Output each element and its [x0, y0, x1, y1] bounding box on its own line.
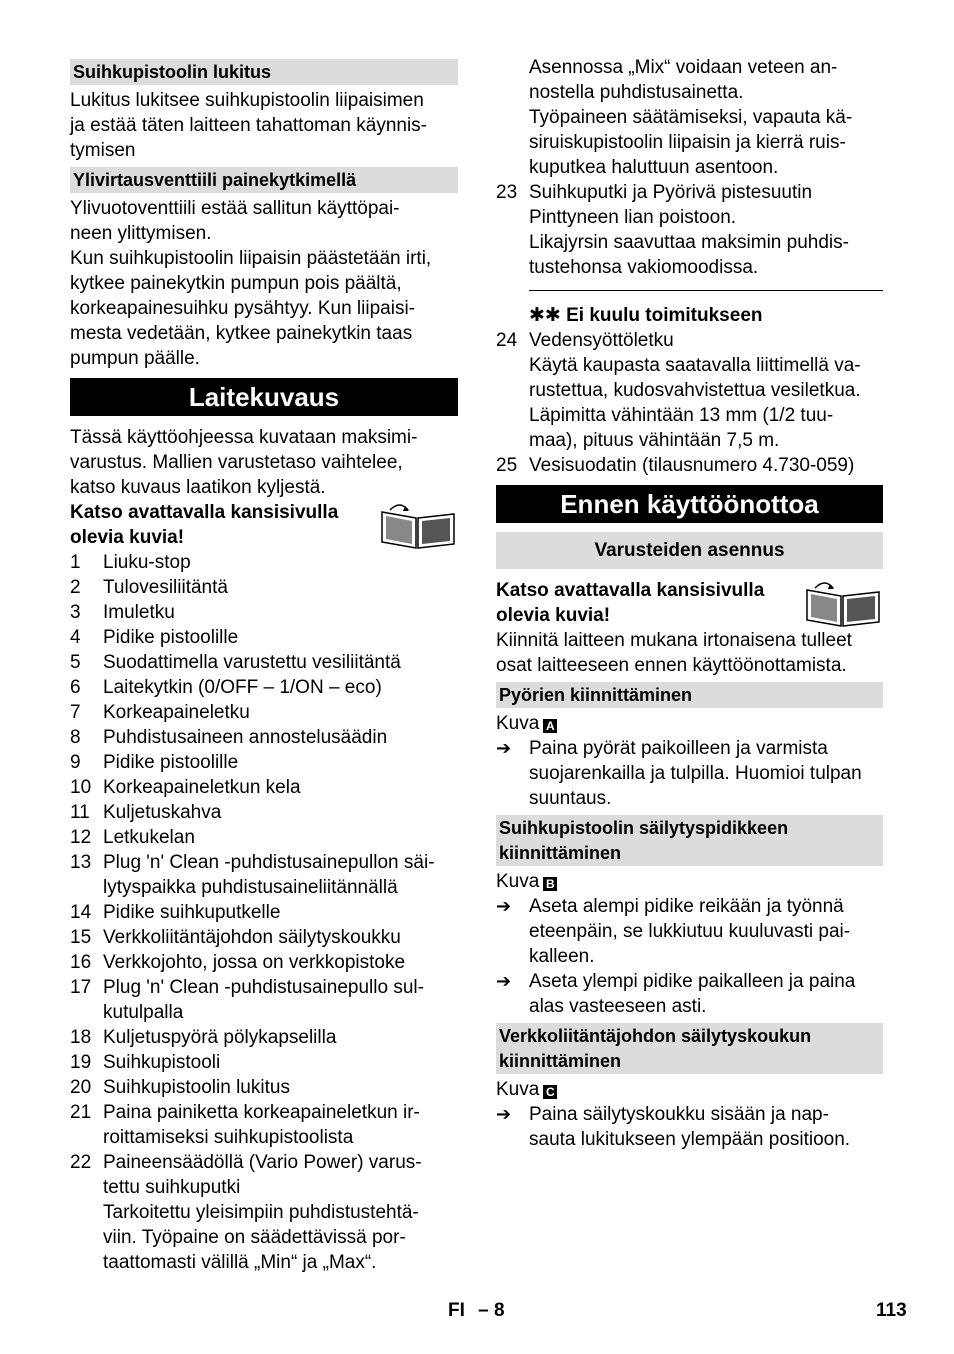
- text-line: varustus. Mallien varustetaso vaihtelee,: [70, 452, 403, 473]
- text-line: lytyspaikka puhdistusaineliitännällä: [103, 877, 398, 898]
- list-item: [70, 850, 458, 900]
- text-line: pumpun päälle.: [70, 348, 200, 369]
- text-line: Korkeapaineletku: [103, 702, 250, 723]
- footer-local-page: – 8: [478, 1300, 505, 1321]
- open-book-icon: [378, 502, 458, 550]
- text-line: Tässä käyttöohjeessa kuvataan maksimi-: [70, 427, 418, 448]
- list-item: [70, 550, 458, 575]
- text-line: tettu suihkuputki: [103, 1177, 241, 1198]
- text-line: Ylivuotoventtiili estää sallitun käyttöpai-: [70, 198, 400, 219]
- item-22-continuation: [496, 55, 883, 180]
- arrow-right-icon: ➔: [496, 896, 512, 916]
- text-line: kutulpalla: [103, 1002, 184, 1023]
- list-item: [70, 1050, 458, 1075]
- heading-line: kiinnittäminen: [499, 843, 622, 863]
- text-line: Vedensyöttöletku: [529, 330, 674, 351]
- lock-paragraph: [70, 88, 458, 163]
- left-column: [70, 55, 458, 1275]
- item-number: 7: [70, 702, 81, 723]
- list-item: [70, 1150, 458, 1275]
- text-line: Kuljetuskahva: [103, 802, 222, 823]
- list-item: [70, 675, 458, 700]
- item-number: 25: [496, 455, 518, 476]
- fold-out-note: [70, 500, 458, 550]
- text-line: viin. Työpaine on säädettävissä por-: [103, 1227, 406, 1248]
- text-line: roittamiseksi suihkupistoolista: [103, 1127, 354, 1148]
- text-line: korkeapainesuihku pysähtyy. Kun liipaisi-: [70, 298, 415, 319]
- instruction-step: [496, 1102, 883, 1152]
- footer-language: FI: [448, 1300, 465, 1321]
- list-item: [70, 925, 458, 950]
- figure-letter-badge: B: [543, 877, 557, 891]
- item-number: 8: [70, 727, 81, 748]
- text-line: Kiinnitä laitteen mukana irtonaisena tulleet: [496, 630, 852, 651]
- list-item: [496, 328, 883, 453]
- item-number: 12: [70, 827, 92, 848]
- item-number: 6: [70, 677, 81, 698]
- item-number: 5: [70, 652, 81, 673]
- text-line: Pidike pistoolille: [103, 627, 239, 648]
- list-item: [70, 1100, 458, 1150]
- text-line: Paineensäädöllä (Vario Power) varus-: [103, 1152, 422, 1173]
- text-line: maa), pituus vähintään 7,5 m.: [529, 430, 780, 451]
- heading-line: kiinnittäminen: [499, 1051, 622, 1071]
- text-line: Aseta alempi pidike reikään ja työnnä: [529, 896, 844, 917]
- description-paragraph: [70, 425, 458, 500]
- text-line: kuputkea haluttuun asentoon.: [529, 157, 779, 178]
- note-text: Ei kuulu toimitukseen: [566, 305, 763, 326]
- note-line: Katso avattavalla kansisivulla: [70, 502, 339, 523]
- item-number: 23: [496, 182, 518, 203]
- list-item: [70, 600, 458, 625]
- text-line: taattomasti välillä „Min“ ja „Max“.: [103, 1252, 377, 1273]
- figure-letter-badge: A: [543, 719, 557, 733]
- item-number: 10: [70, 777, 92, 798]
- text-line: Aseta ylempi pidike paikalleen ja paina: [529, 971, 856, 992]
- chapter-heading-description: Laitekuvaus: [70, 378, 458, 416]
- text-line: katso kuvaus laatikon kyljestä.: [70, 477, 326, 498]
- text-line: Suihkupistooli: [103, 1052, 221, 1073]
- text-line: Plug 'n' Clean -puhdistusainepullo sul-: [103, 977, 424, 998]
- text-line: Kuljetuspyörä pölykapselilla: [103, 1027, 337, 1048]
- item-number: 19: [70, 1052, 92, 1073]
- figure-reference: [496, 711, 883, 736]
- text-line: Tulovesiliitäntä: [103, 577, 228, 598]
- footer-language-page: [448, 1298, 505, 1323]
- text-line: kytkee painekytkin pumpun pois päältä,: [70, 273, 402, 294]
- item-number: 13: [70, 852, 92, 873]
- text-line: Paina säilytyskoukku sisään ja nap-: [529, 1104, 829, 1125]
- item-number: 24: [496, 330, 518, 351]
- not-included-note: [496, 303, 883, 328]
- figure-label: Kuva: [496, 713, 540, 734]
- heading-line: Suihkupistoolin säilytyspidikkeen: [499, 818, 789, 838]
- list-item: [70, 1075, 458, 1100]
- figure-reference: [496, 869, 883, 894]
- section-heading-wheels: Pyörien kiinnittäminen: [496, 682, 883, 708]
- text-line: Pidike suihkuputkelle: [103, 902, 281, 923]
- text-line: Letkukelan: [103, 827, 195, 848]
- item-number: 17: [70, 977, 92, 998]
- list-item: [70, 825, 458, 850]
- text-line: Suihkupistoolin lukitus: [103, 1077, 290, 1098]
- item-number: 1: [70, 552, 81, 573]
- text-line: osat laitteeseen ennen käyttöönottamista.: [496, 655, 847, 676]
- text-line: Työpaineen säätämiseksi, vapauta kä-: [529, 107, 853, 128]
- text-line: Paina painiketta korkeapaineletkun ir-: [103, 1102, 420, 1123]
- figure-reference: [496, 1077, 883, 1102]
- note-line: Katso avattavalla kansisivulla: [496, 580, 765, 601]
- parts-list: [70, 550, 458, 1275]
- list-item: [70, 650, 458, 675]
- note-line: olevia kuvia!: [496, 605, 611, 626]
- list-item: [496, 180, 883, 280]
- text-line: Laitekytkin (0/OFF – 1/ON – eco): [103, 677, 382, 698]
- section-heading-lock: Suihkupistoolin lukitus: [70, 59, 458, 85]
- arrow-right-icon: ➔: [496, 1104, 512, 1124]
- list-item: [70, 975, 458, 1025]
- text-line: Korkeapaineletkun kela: [103, 777, 301, 798]
- item-number: 2: [70, 577, 81, 598]
- text-line: Tarkoitettu yleisimpiin puhdistustehtä-: [103, 1202, 419, 1223]
- list-item: [70, 1025, 458, 1050]
- right-column: [496, 55, 883, 1152]
- text-line: Paina pyörät paikoilleen ja varmista: [529, 738, 828, 759]
- text-line: Kun suihkupistoolin liipaisin päästetään irti,: [70, 248, 432, 269]
- text-line: Plug 'n' Clean -puhdistusainepullon säi-: [103, 852, 435, 873]
- text-line: alas vasteeseen asti.: [529, 996, 707, 1017]
- item-number: 9: [70, 752, 81, 773]
- item-number: 20: [70, 1077, 92, 1098]
- text-line: Asennossa „Mix“ voidaan veteen an-: [529, 57, 838, 78]
- text-line: eteenpäin, se lukkiutuu kuuluvasti pai-: [529, 921, 851, 942]
- item-number: 4: [70, 627, 81, 648]
- chapter-heading-before-use: Ennen käyttöönottoa: [496, 485, 883, 523]
- item-number: 16: [70, 952, 92, 973]
- list-item: [70, 725, 458, 750]
- item-number: 22: [70, 1152, 92, 1173]
- text-line: Imuletku: [103, 602, 175, 623]
- section-heading-accessories: Varusteiden asennus: [496, 532, 883, 569]
- text-line: Lukitus lukitsee suihkupistoolin liipaisimen: [70, 90, 424, 111]
- accessories-paragraph: [496, 628, 883, 678]
- fold-out-note: [496, 578, 883, 628]
- item-number: 18: [70, 1027, 92, 1048]
- section-heading-hook: [496, 1023, 883, 1074]
- item-number: 14: [70, 902, 92, 923]
- figure-letter-badge: C: [543, 1085, 557, 1099]
- text-line: rustettua, kudosvahvistettua vesiletkua.: [529, 380, 861, 401]
- text-line: Käytä kaupasta saatavalla liittimellä va-: [529, 355, 861, 376]
- section-heading-valve: Ylivirtausventtiili painekytkimellä: [70, 167, 458, 193]
- list-item: [70, 700, 458, 725]
- text-line: mesta vedetään, kytkee painekytkin taas: [70, 323, 413, 344]
- instruction-step: [496, 969, 883, 1019]
- double-asterisk-icon: ✱✱: [529, 305, 561, 326]
- instruction-step: [496, 894, 883, 969]
- list-item: [70, 950, 458, 975]
- text-line: Verkkoliitäntäjohdon säilytyskoukku: [103, 927, 401, 948]
- text-line: Suihkuputki ja Pyörivä pistesuutin: [529, 182, 813, 203]
- valve-paragraph: [70, 196, 458, 371]
- text-line: Pinttyneen lian poistoon.: [529, 207, 737, 228]
- list-item: [70, 900, 458, 925]
- text-line: tustehonsa vakiomoodissa.: [529, 257, 759, 278]
- divider: [529, 290, 883, 291]
- text-line: nostella puhdistusainetta.: [529, 82, 744, 103]
- open-book-icon: [803, 580, 883, 628]
- text-line: Puhdistusaineen annostelusäädin: [103, 727, 388, 748]
- text-line: Pidike pistoolille: [103, 752, 239, 773]
- list-item: [70, 775, 458, 800]
- text-line: suojarenkailla ja tulpilla. Huomioi tulpan: [529, 763, 862, 784]
- list-item: [70, 750, 458, 775]
- note-line: olevia kuvia!: [70, 527, 185, 548]
- section-heading-holder: [496, 815, 883, 866]
- text-line: Verkkojohto, jossa on verkkopistoke: [103, 952, 406, 973]
- text-line: tymisen: [70, 140, 136, 161]
- text-line: sauta lukitukseen ylempään positioon.: [529, 1129, 851, 1150]
- list-item: [496, 453, 883, 478]
- heading-line: Verkkoliitäntäjohdon säilytyskoukun: [499, 1026, 812, 1046]
- text-line: suuntaus.: [529, 788, 612, 809]
- item-number: 15: [70, 927, 92, 948]
- list-item: [70, 575, 458, 600]
- figure-label: Kuva: [496, 1079, 540, 1100]
- text-line: ja estää täten laitteen tahattoman käynnis-: [70, 115, 428, 136]
- page-number: 113: [876, 1300, 907, 1321]
- text-line: kalleen.: [529, 946, 595, 967]
- item-number: 21: [70, 1102, 92, 1123]
- list-item: [70, 625, 458, 650]
- list-item: [70, 800, 458, 825]
- arrow-right-icon: ➔: [496, 971, 512, 991]
- text-line: siruiskupistoolin liipaisin ja kierrä ruis-: [529, 132, 846, 153]
- item-number: 3: [70, 602, 81, 623]
- figure-label: Kuva: [496, 871, 540, 892]
- text-line: Suodattimella varustettu vesiliitäntä: [103, 652, 401, 673]
- instruction-step: [496, 736, 883, 811]
- text-line: Läpimitta vähintään 13 mm (1/2 tuu-: [529, 405, 834, 426]
- text-line: Liuku-stop: [103, 552, 191, 573]
- text-line: Likajyrsin saavuttaa maksimin puhdis-: [529, 232, 849, 253]
- item-number: 11: [70, 802, 90, 823]
- text-line: neen ylittymisen.: [70, 223, 212, 244]
- arrow-right-icon: ➔: [496, 738, 512, 758]
- text-line: Vesisuodatin (tilausnumero 4.730-059): [529, 455, 855, 476]
